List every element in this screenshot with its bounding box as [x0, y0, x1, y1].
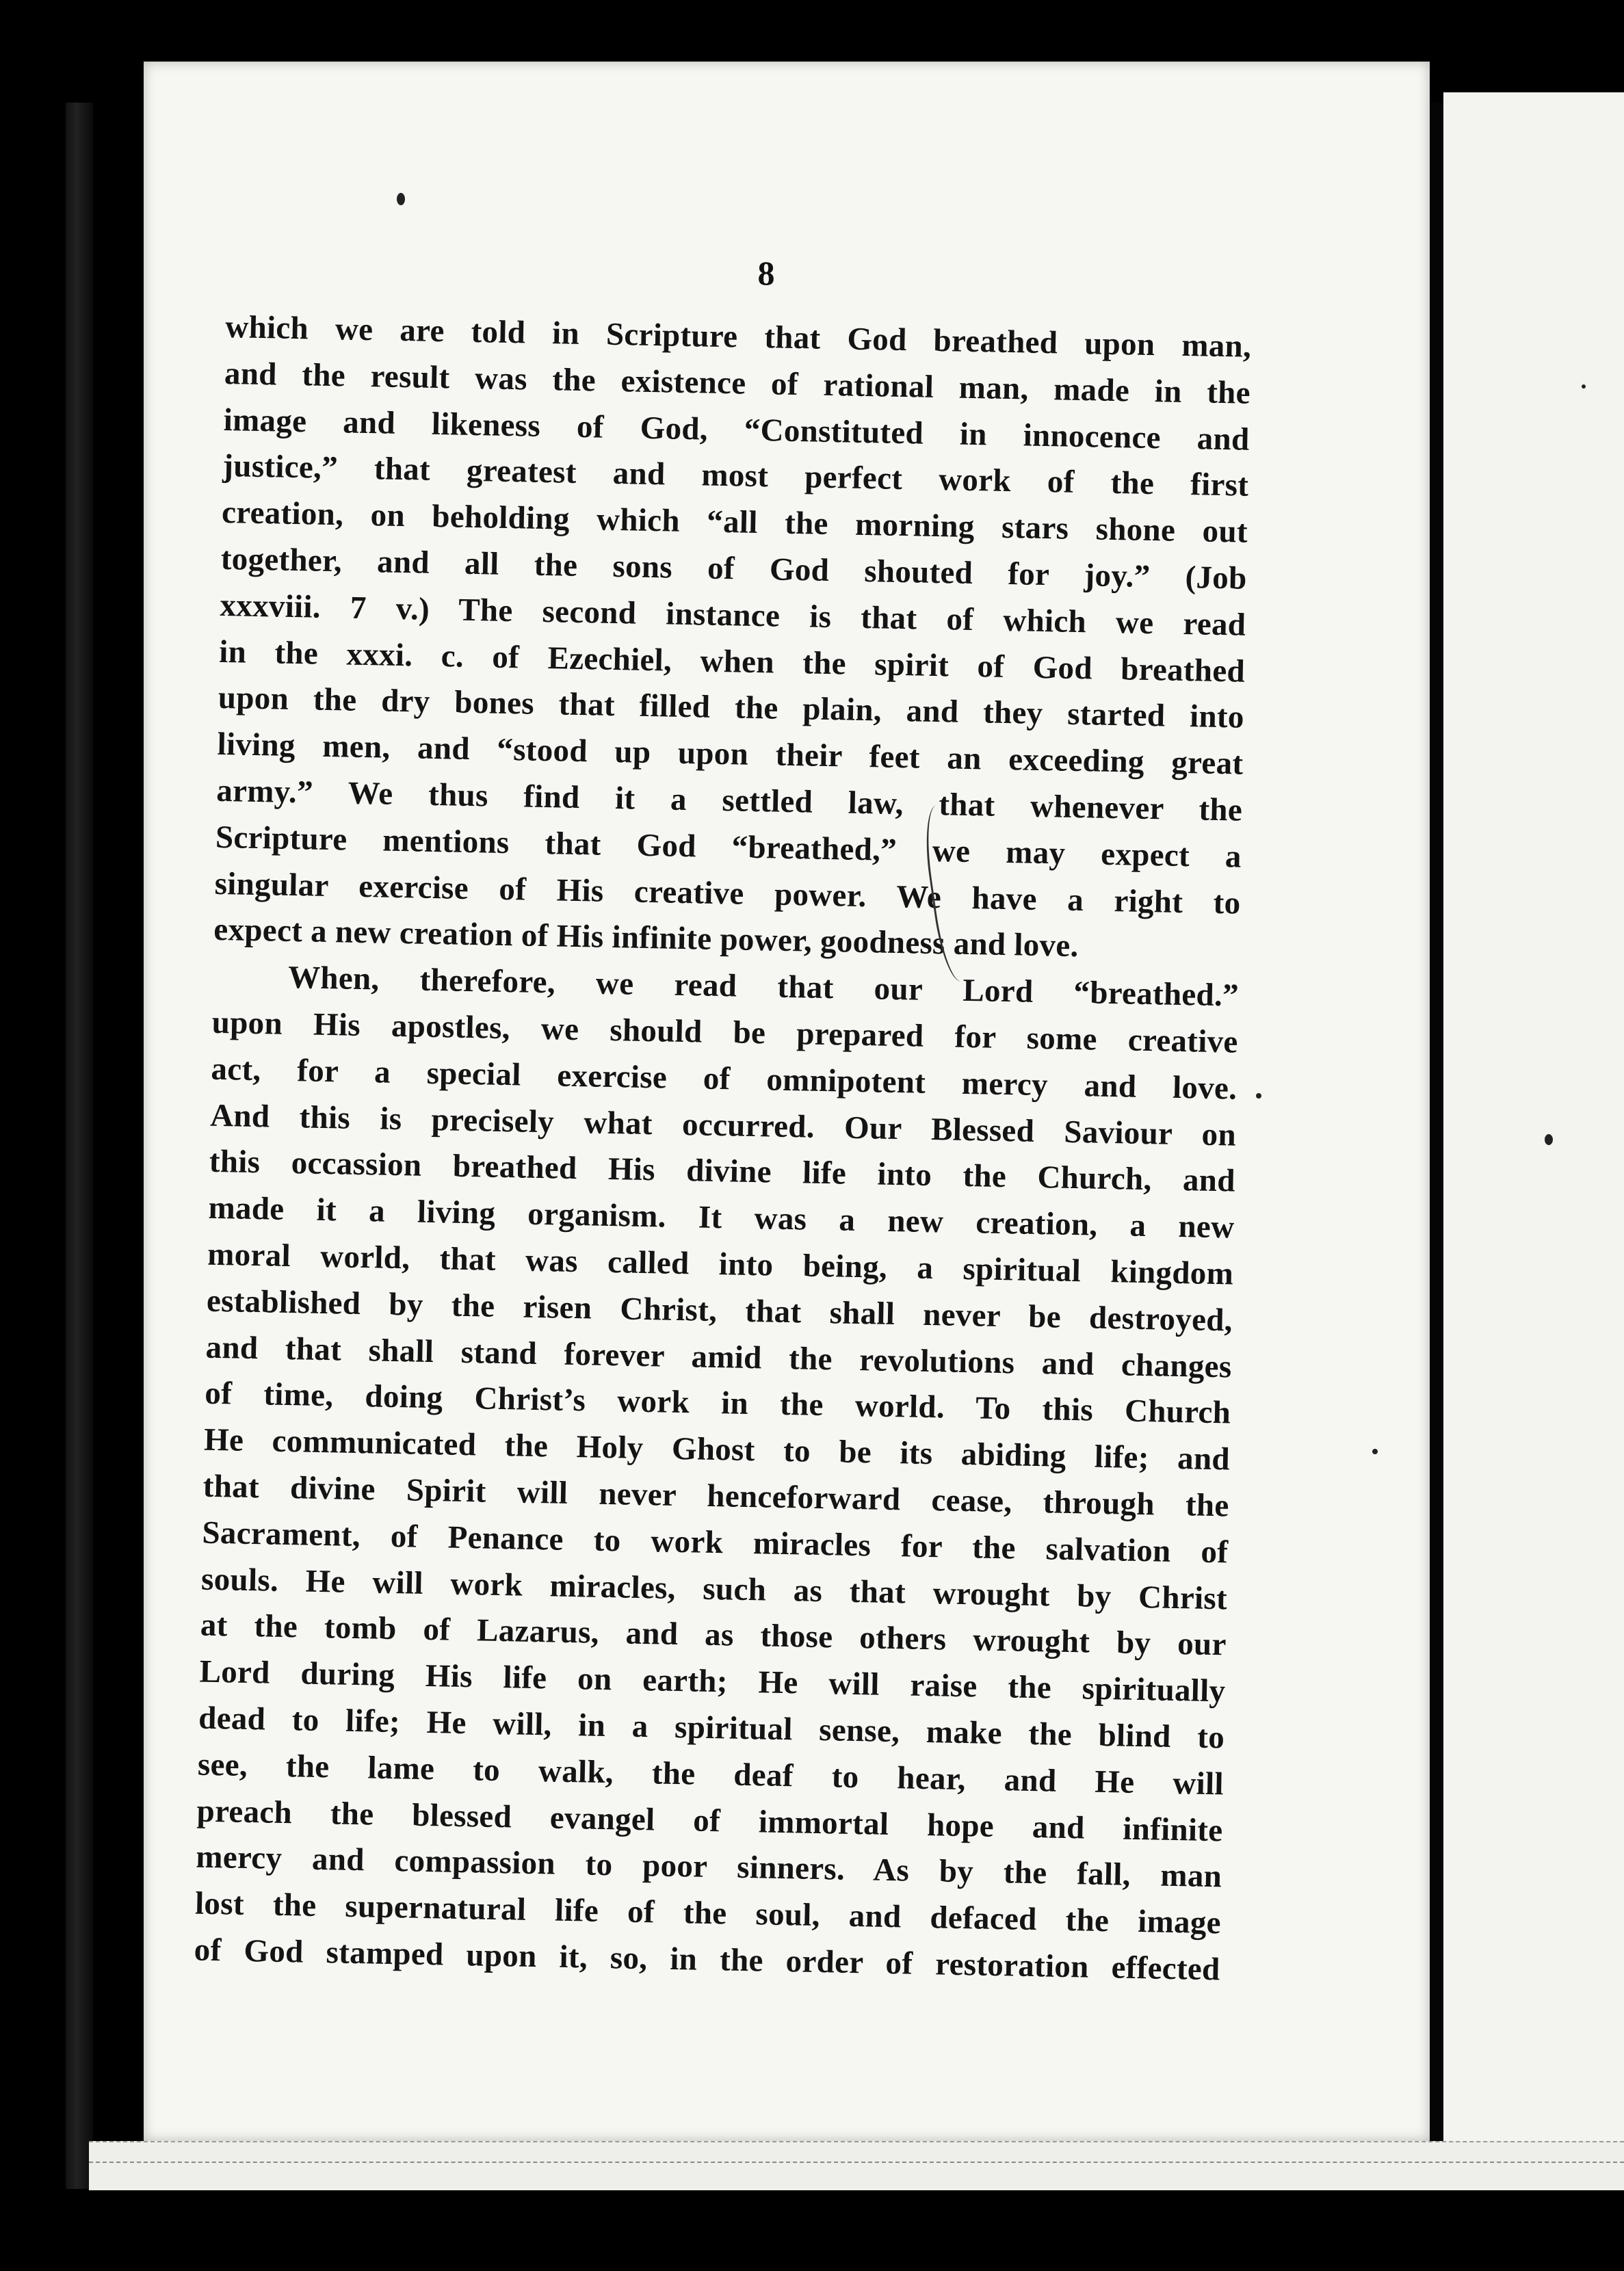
text-line: upon His apostles, we should be prepared for some creative: [211, 1004, 1239, 1060]
text-line: see, the lame to walk, the deaf to hear, and He will: [197, 1746, 1224, 1802]
text-line: justice,” that greatest and most perfect work of the first: [222, 448, 1249, 504]
text-line: And this is precisely what occurred. Our Blessed Saviour on: [209, 1097, 1237, 1153]
text-line: Scripture mentions that God “breathed,” we may expect a: [215, 819, 1242, 875]
text-line: image and likeness of God, “Constituted in innocence and: [223, 402, 1250, 458]
text-line: and that shall stand forever amid the revolutions and changes: [205, 1329, 1232, 1385]
text-line: dead to life; He will, in a spiritual sense, make the blind to: [198, 1700, 1225, 1756]
text-line: mercy and compassion to poor sinners. As by the fall, man: [195, 1839, 1222, 1895]
text-line: made it a living organism. It was a new creation, a new: [208, 1190, 1235, 1246]
page-number: 8: [757, 254, 775, 292]
text-line: established by the risen Christ, that shall never be destroyed,: [206, 1283, 1233, 1339]
ink-speck: [1256, 1093, 1261, 1099]
text-line: Sacrament, of Penance to work miracles for the salvation of: [202, 1514, 1229, 1571]
text-line: living men, and “stood up upon their feet an exceeding great: [217, 726, 1244, 782]
ink-speck: [1372, 1449, 1378, 1454]
dashed-rule: [89, 2162, 1624, 2163]
text-line: army.” We thus find it a settled law, that whenever the: [215, 772, 1243, 828]
text-line: preach the blessed evangel of immortal hope and infinite: [196, 1793, 1223, 1848]
text-line: Lord during His life on earth; He will raise the spiritually: [199, 1653, 1226, 1709]
text-line: xxxviii. 7 v.) The second instance is that of which we read: [220, 587, 1246, 643]
facing-page-edge: [1443, 92, 1624, 2144]
text-line: which we are told in Scripture that God breathed upon man,: [224, 309, 1252, 365]
page-gutter: [1430, 103, 1445, 2155]
bottom-scan-strip: [89, 2141, 1624, 2190]
text-line: this occassion breathed His divine life into the Church, and: [209, 1144, 1236, 1199]
text-line: creation, on beholding which “all the morning stars shone out: [221, 495, 1248, 550]
text-line: of God stamped upon it, so, in the order of restoration effected: [194, 1932, 1221, 1988]
text-line: that divine Spirit will never henceforward cease, through the: [202, 1468, 1230, 1524]
text-line: singular exercise of His creative power. We have a right to: [214, 865, 1241, 921]
text-line: moral world, that was called into being, a spiritual kingdom: [207, 1236, 1234, 1292]
ink-speck: [397, 193, 405, 205]
text-line: in the xxxi. c. of Ezechiel, when the spirit of God breathed: [218, 633, 1246, 690]
book-spine-edge: [66, 103, 93, 2189]
ink-speck: [1545, 1134, 1553, 1145]
text-line: lost the supernatural life of the soul, and defaced the image: [194, 1885, 1222, 1941]
text-line: souls. He will work miracles, such as that wrought by Christ: [200, 1561, 1228, 1616]
text-line: act, for a special exercise of omnipotent mercy and love.: [211, 1051, 1237, 1107]
body-text: [194, 304, 1252, 1993]
text-line: at the tomb of Lazarus, and as those others wrought by our: [200, 1607, 1227, 1663]
text-line: of time, doing Christ’s work in the world. To this Church: [204, 1376, 1231, 1431]
text-line: and the result was the existence of rational man, made in the: [224, 355, 1251, 411]
text-line: upon the dry bones that filled the plain, and they started into: [218, 680, 1245, 736]
text-line: together, and all the sons of God shouted for joy.” (Job: [220, 540, 1248, 596]
text-line: expect a new creation of His infinite power, goodness and love.: [213, 912, 1079, 964]
text-line: He communicated the Holy Ghost to be its abiding life; and: [203, 1421, 1231, 1478]
text-line: When, therefore, we read that our Lord “breathed.”: [287, 960, 1240, 1014]
ink-speck: [1582, 384, 1586, 389]
